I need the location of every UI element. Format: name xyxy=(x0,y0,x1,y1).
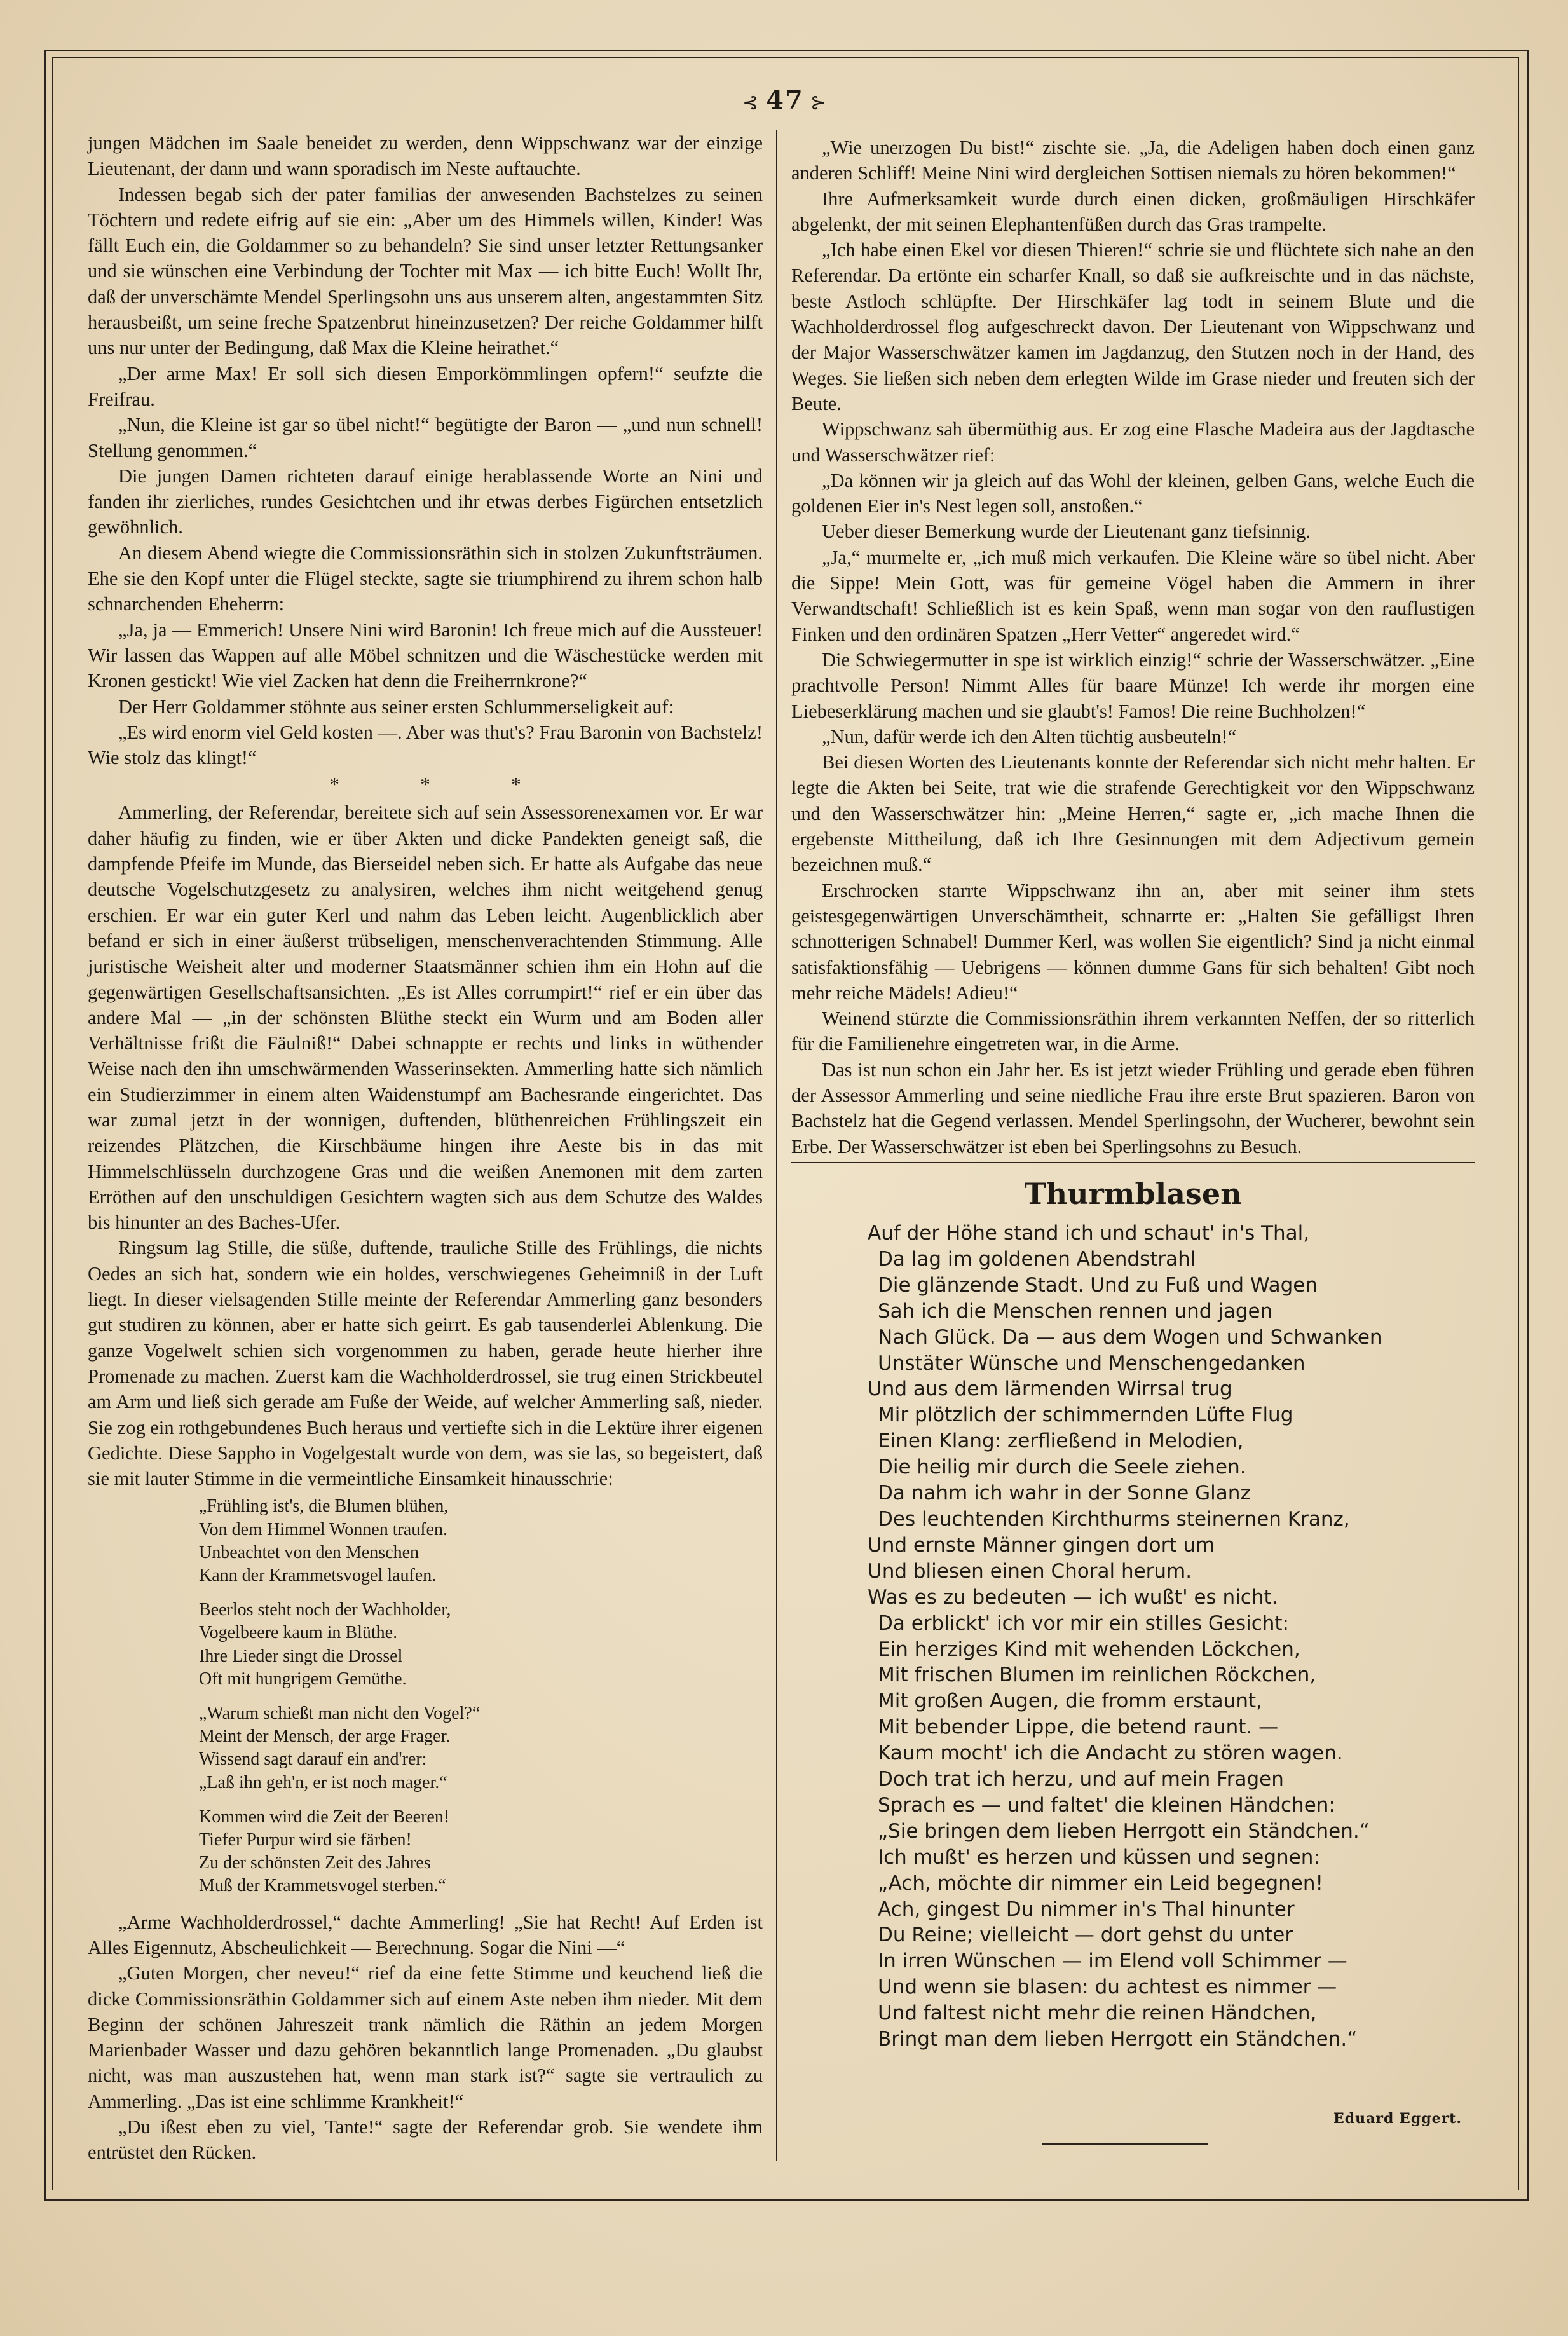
poem-line: Bringt man dem lieben Herrgott ein Ständchen.“ xyxy=(878,2028,1358,2051)
poem-line: In irren Wünschen — im Elend voll Schimmer — xyxy=(878,1950,1347,1973)
paragraph: „Nun, die Kleine ist gar so übel nicht!“ begütigte der Baron — „und nun schnell! Stellung genommen.“ xyxy=(88,414,763,461)
paragraph: „Arme Wachholderdrossel,“ dachte Ammerling! „Sie hat Recht! Auf Erden ist Alles Eigennutz, Abscheulichkeit — Berechnung. Sogar die Nini —“ xyxy=(88,1911,763,1958)
poem-line: Ach, gingest Du nimmer in's Thal hinunter xyxy=(878,1897,1295,1921)
poem-line: Was es zu bedeuten — ich wußt' es nicht. xyxy=(868,1585,1278,1609)
paragraph: „Guten Morgen, cher neveu!“ rief da eine fette Stimme und keuchend ließ die dicke Commissionsräthin Goldammer sich auf einem Aste neben ihm nieder. Mit dem Beginn der schönen Jahreszeit trank nämlich die Räthin an jedem Morgen Marienbader Wasser und dazu gehören bekanntlich lange Promenaden. „Du glaubst nicht, was man auszustehen hat, wenn man stark ist?“ sagte sie vertraulich zu Ammerling. „Das ist eine schlimme Krankheit!“ xyxy=(88,1962,763,2112)
poem-body xyxy=(868,1220,1478,2053)
poem-line: Des leuchtenden Kirchthurms steinernen Kranz, xyxy=(878,1507,1350,1531)
verse-line: Vogelbeere kaum in Blüthe. xyxy=(199,1623,398,1643)
paragraph: „Ja, ja — Emmerich! Unsere Nini wird Baronin! Ich freue mich auf die Aussteuer! Wir lassen das Wappen auf alle Möbel schnitzen und die Wäschestücke werden mit Kronen gestickt! Wie viel Zacken hat denn die Freiherrnkrone?“ xyxy=(88,618,763,692)
paragraph: „Es wird enorm viel Geld kosten —. Aber was thut's? Frau Baronin von Bachstelz! Wie stolz das klingt!“ xyxy=(88,721,763,769)
paragraph: Wippschwanz sah übermüthig aus. Er zog eine Flasche Madeira aus der Jagdtasche und Wasserschwätzer rief: xyxy=(791,418,1475,466)
poem-line: Sah ich die Menschen rennen und jagen xyxy=(878,1299,1273,1323)
paragraph: „Der arme Max! Er soll sich diesen Emporkömmlingen opfern!“ seufzte die Freifrau. xyxy=(88,362,763,410)
poem-line: Unstäter Wünsche und Menschengedanken xyxy=(878,1351,1306,1375)
paragraph: Indessen begab sich der pater familias der anwesenden Bachstelzes zu seinen Töchtern und redete eifrig auf sie ein: „Aber um des Himmels willen, Kinder! Was fällt Euch ein, die Goldammer so zu behandeln? Sie sind unser letzter Rettungsanker und sie wünschen eine Verbindung der Tochter mit Max — ich bitte Euch! Wollt Ihr, daß der unverschämte Mendel Sperlingsohn uns aus unserem alten, angestammten Sitz herausbeißt, um seine freche Spatzenbrut hineinzusetzen? Der reiche Goldammer hilft uns nur unter der Bedingung, daß Max die Kleine heirathet.“ xyxy=(88,183,763,359)
section-break-stars: * * * xyxy=(329,774,521,796)
verse-line: Tiefer Purpur wird sie färben! xyxy=(199,1830,412,1850)
paragraph: Die Schwiegermutter in spe ist wirklich einzig!“ schrie der Wasserschwätzer. „Eine prachtvolle Person! Nimmt Alles für baare Münze! Ich werde ihr morgen eine Liebeserklärung machen und sie glaubt's! Famos! Die reine Buchholzen!“ xyxy=(791,648,1475,722)
paragraph: Die jungen Damen richteten darauf einige herablassende Worte an Nini und fanden ihr zierliches, rundes Gesichtchen und ihr etwas derbes Figürchen entsetzlich gewöhnlich. xyxy=(88,465,763,538)
verse-line: Ihre Lieder singt die Drossel xyxy=(199,1646,403,1666)
column-divider xyxy=(776,130,777,1138)
ornament-left-icon: ⊰ xyxy=(742,92,760,114)
column-divider-lower xyxy=(776,1138,777,2161)
poem-line: Und bliesen einen Choral herum. xyxy=(868,1559,1192,1583)
poem-line: Du Reine; vielleicht — dort gehst du unter xyxy=(878,1923,1293,1947)
poem-line: Die heilig mir durch die Seele ziehen. xyxy=(878,1456,1246,1479)
page-number: 47 xyxy=(766,85,804,115)
section-separator xyxy=(791,1162,1475,1163)
verse-line: Kommen wird die Zeit der Beeren! xyxy=(199,1807,450,1827)
poem-line: Da lag im goldenen Abendstrahl xyxy=(878,1247,1196,1271)
poem-line: Ein herziges Kind mit wehenden Löckchen, xyxy=(878,1637,1300,1661)
verse-line: Beerlos steht noch der Wachholder, xyxy=(199,1600,451,1620)
paragraph: „Du ißest eben zu viel, Tante!“ sagte der Referendar grob. Sie wendete ihm entrüstet den Rücken. xyxy=(88,2116,763,2164)
verse-line: Wissend sagt darauf ein and'rer: xyxy=(199,1749,427,1770)
paragraph: Erschrocken starrte Wippschwanz ihn an, aber mit seiner ihm stets geistesgegenwärtigen Unverschämtheit, schnarrte er: „Halten Sie gefälligst Ihren schnotterigen Schnabel! Dummer Kerl, was wollen Sie eigentlich? Sind ja nicht einmal satisfaktionsfähig — Uebrigens — können dumme Gans für sich behalten! Gibt noch mehr reiche Mädels! Adieu!“ xyxy=(791,879,1475,1004)
verse-stanza xyxy=(199,1599,763,1691)
paragraph: „Nun, dafür werde ich den Alten tüchtig ausbeuteln!“ xyxy=(822,725,1237,748)
poem-line: Mit frischen Blumen im reinlichen Röckchen, xyxy=(878,1663,1316,1687)
verse-stanza xyxy=(199,1806,763,1898)
end-rule xyxy=(1042,2143,1208,2145)
paragraph: An diesem Abend wiegte die Commissionsräthin sich in stolzen Zukunftsträumen. Ehe sie den Kopf unter die Flügel steckte, sagte sie triumphirend zu ihrem schon halb schnarchenden Eheherrn: xyxy=(88,542,763,615)
paragraph: Ringsum lag Stille, die süße, duftende, trauliche Stille des Frühlings, die nichts Oedes an sich hat, sondern wie ein holdes, verschwiegenes Geheimniß in der Luft liegt. In dieser vielsagenden Stille meinte der Referendar Ammerling ganz besonders gut studiren zu können, aber er hatte sich geirrt. Es gab tausenderlei Ablenkung. Die ganze Vogelwelt schien sich vorgenommen zu haben, gerade heute hierher ihre Promenade zu machen. Zuerst kam die Wachholderdrossel, sie trug einen Strickbeutel am Arm und ließ sich gerade am Fuße der Weide, auf welcher Ammerling saß, nieder. Sie zog ein rothgebundenes Buch heraus und vertiefte sich in die Lektüre ihrer eigenen Gedichte. Diese Sappho in Vogelgestalt wurde von dem, was sie las, so begeistert, daß sie mit lauter Stimme in die vermeintliche Einsamkeit hinausschrie: xyxy=(88,1237,763,1490)
poem-line: Auf der Höhe stand ich und schaut' in's Thal, xyxy=(868,1222,1310,1245)
poem-line: „Sie bringen dem lieben Herrgott ein Ständchen.“ xyxy=(878,1819,1370,1843)
verse-line: „Frühling ist's, die Blumen blühen, xyxy=(199,1496,449,1517)
paragraph: „Wie unerzogen Du bist!“ zischte sie. „Ja, die Adeligen haben doch einen ganz anderen Schliff! Meine Nini wird dergleichen Sottisen niemals zu hören bekommen!“ xyxy=(791,137,1475,184)
paragraph: Bei diesen Worten des Lieutenants konnte der Referendar sich nicht mehr halten. Er legte die Akten bei Seite, trat wie die strafende Gerechtigkeit vor den Wippschwanz und den Wasserschwätzer hin: „Meine Herren,“ sagte er, „ich mache Ihnen die ergebenste Mittheilung, daß ich Ihre Gesinnungen mit dem Adjectivum gemein bezeichnen muß.“ xyxy=(791,751,1475,876)
verse-line: „Laß ihn geh'n, er ist noch mager.“ xyxy=(199,1772,447,1793)
poem-line: Doch trat ich herzu, und auf mein Fragen xyxy=(878,1768,1284,1791)
poem-line: Und faltest nicht mehr die reinen Händchen, xyxy=(878,2002,1317,2025)
poem-line: Kaum mocht' ich die Andacht zu stören wagen. xyxy=(878,1742,1343,1765)
paragraph: Weinend stürzte die Commissionsräthin ihrem verkannten Neffen, der so ritterlich für die Familienehre eingetreten war, in die Arme. xyxy=(791,1007,1475,1055)
verse-line: Muß der Krammetsvogel sterben.“ xyxy=(199,1876,446,1896)
left-column xyxy=(88,130,763,2164)
paragraph: „Ja,“ murmelte er, „ich muß mich verkaufen. Die Kleine wäre so übel nicht. Aber die Sippe! Mein Gott, was für gemeine Vögel haben die Ammern in ihrer Verwandtschaft! Schließlich ist es kein Spaß, wenn man sogar von den rauflustigen Finken und den ordinären Spatzen „Herr Vetter“ angeredet wird.“ xyxy=(791,546,1475,645)
poem-line: Einen Klang: zerfließend in Melodien, xyxy=(878,1430,1244,1453)
verse-stanza xyxy=(199,1702,763,1794)
verse-line: Von dem Himmel Wonnen traufen. xyxy=(199,1519,447,1540)
paragraph: „Ich habe einen Ekel vor diesen Thieren!“ schrie sie und flüchtete sich nahe an den Referendar. Da ertönte ein scharfer Knall, so daß sie aufkreischte und in das nächste, beste Astloch schlüpfte. Der Hirschkäfer lag todt in seinem Blute und die Wachholderdrossel flog aufgeschreckt davon. Der Lieutenant von Wippschwanz und der Major Wasserschwätzer kamen im Jagdanzug, den Stutzen noch in der Hand, des Weges. Sie ließen sich neben dem erlegten Wilde im Grase nieder und freuten sich der Beute. xyxy=(791,239,1475,414)
paragraph: Ihre Aufmerksamkeit wurde durch einen dicken, großmäuligen Hirschkäfer abgelenkt, der mit seinen Elephantenfüßen durch das Gras trampelte. xyxy=(791,188,1475,235)
verse-line: Zu der schönsten Zeit des Jahres xyxy=(199,1853,431,1873)
poem-line: Die glänzende Stadt. Und zu Fuß und Wagen xyxy=(878,1273,1318,1297)
verse-line: „Warum schießt man nicht den Vogel?“ xyxy=(199,1704,481,1724)
poem-line: Und ernste Männer gingen dort um xyxy=(868,1533,1215,1557)
paragraph: jungen Mädchen im Saale beneidet zu werden, denn Wippschwanz war der einzige Lieutenant, der dann und wann sporadisch im Neste auftauchte. xyxy=(88,132,763,180)
verse-line: Kann der Krammetsvogel laufen. xyxy=(199,1566,437,1586)
paragraph: Der Herr Goldammer stöhnte aus seiner ersten Schlummerseligkeit auf: xyxy=(118,695,674,718)
poem-line: Nach Glück. Da — aus dem Wogen und Schwanken xyxy=(878,1325,1382,1349)
poem-line: Mir plötzlich der schimmernden Lüfte Flug xyxy=(878,1404,1293,1427)
poem-line: Und aus dem lärmenden Wirrsal trug xyxy=(868,1377,1232,1401)
poem-line: Sprach es — und faltet' die kleinen Händchen: xyxy=(878,1793,1335,1817)
paragraph: Ammerling, der Referendar, bereitete sich auf sein Assessorenexamen vor. Er war daher häufig zu finden, wie er über Akten und dicke Pandekten geneigt saß, die dampfende Pfeife im Munde, das Bierseidel neben sich. Er hatte als Aufgabe das neue deutsche Vogelschutzgesetz zu analysiren, welches ihm nicht weitgehend genug erschien. Er war ein guter Kerl und nahm das Leben leicht. Augenblicklich aber befand er sich in einer äußerst trübseligen, menschenverachtenden Stimmung. Alle juristische Weisheit alter und moderner Staatsmänner schien ihm ein Hohn auf die gegenwärtigen Gesellschaftsansichten. „Es ist Alles corrumpirt!“ rief er ein über das andere Mal — „in der schönsten Blüthe steckt ein Wurm und am Boden aller Verhältnisse frißt die Fäulniß!“ Dabei schnappte er rechts und links in wüthender Weise nach den ihn umschwärmenden Wasserinsekten. Ammerling hatte sich nämlich ein Studierzimmer in einem alten Waidenstumpf am Bachesrande eingerichtet. Das war zumal jetzt in der wonnigen, duftenden, blüthenreichen Frühlingszeit ein reizendes Plätzchen, die Kirschbäume hingen ihre Aeste bis in das mit Himmelschlüsseln durchzogene Gras und die weißen Anemonen mit dem zarten Erröthen auf den unschuldigen Gesichtern wagten sich aus dem Schutze des Waldes bis hinunter an des Baches-Ufer. xyxy=(88,802,763,1234)
poem-line: Mit bebender Lippe, die betend raunt. — xyxy=(878,1716,1279,1739)
poem-author: Eduard Eggert. xyxy=(1333,2110,1462,2127)
poem-title: Thurmblasen xyxy=(1024,1177,1242,1211)
paragraph: Ueber dieser Bemerkung wurde der Lieutenant ganz tiefsinnig. xyxy=(822,521,1311,543)
poem-line: Da nahm ich wahr in der Sonne Glanz xyxy=(878,1482,1251,1505)
poem-line: „Ach, möchte dir nimmer ein Leid begegnen! xyxy=(878,1871,1323,1895)
poem-line: Und wenn sie blasen: du achtest es nimmer — xyxy=(878,1976,1337,1999)
paragraph: Das ist nun schon ein Jahr her. Es ist jetzt wieder Frühling und gerade eben führen der Assessor Ammerling und seine niedliche Frau ihre erste Brut spazieren. Baron von Bachstelz hat die Gegend verlassen. Mendel Sperlingsohn, der Wucherer, bewohnt sein Erbe. Der Wasserschwätzer ist eben bei Sperlingsohns zu Besuch. xyxy=(791,1058,1475,1158)
right-column-story xyxy=(791,135,1475,1158)
poem-line: Ich mußt' es herzen und küssen und segnen: xyxy=(878,1845,1320,1869)
verse-line: Unbeachtet von den Menschen xyxy=(199,1542,419,1562)
poem-line: Da erblickt' ich vor mir ein stilles Gesicht: xyxy=(878,1611,1290,1635)
ornament-right-icon: ⊱ xyxy=(810,92,828,114)
verse-line: Meint der Mensch, der arge Frager. xyxy=(199,1726,451,1747)
verse-line: Oft mit hungrigem Gemüthe. xyxy=(199,1669,407,1689)
page-number-header xyxy=(712,81,858,120)
drossel-verse xyxy=(199,1495,763,1897)
verse-stanza xyxy=(199,1495,763,1587)
poem-line: Mit großen Augen, die fromm erstaunt, xyxy=(878,1690,1262,1713)
paragraph: „Da können wir ja gleich auf das Wohl der kleinen, gelben Gans, welche Euch die goldenen Eier in's Nest legen soll, anstoßen.“ xyxy=(791,469,1475,517)
